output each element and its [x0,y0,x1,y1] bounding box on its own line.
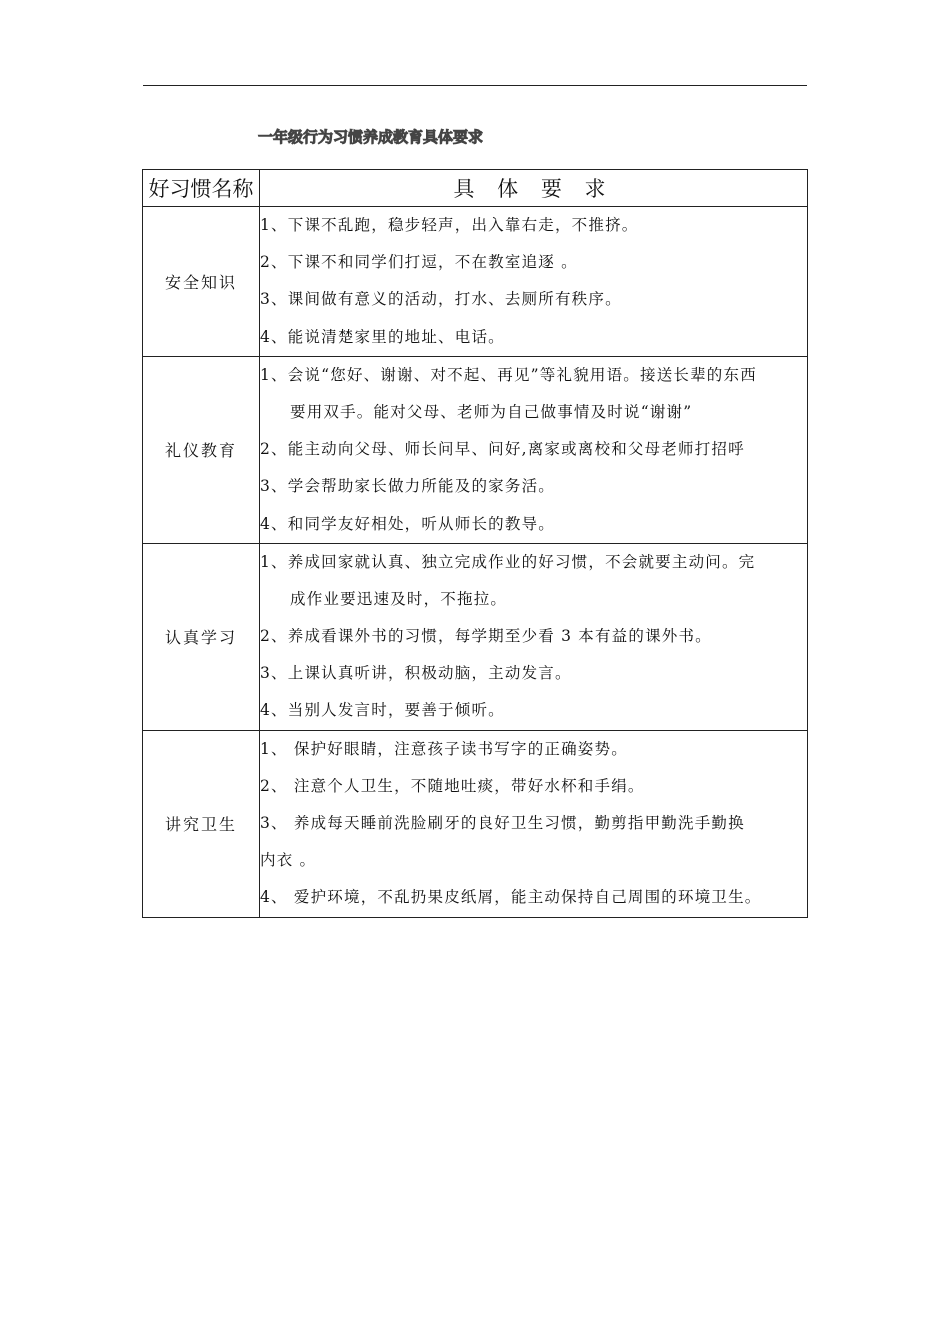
table-row-hygiene [143,730,808,917]
requirement-line-continuation: 成作业要迅速及时，不拖拉。 [290,589,508,608]
requirement-line: 3、课间做有意义的活动，打水、去厕所有秩序。 [260,290,622,309]
header-rule [143,85,807,86]
table-row-study [143,543,808,730]
table-row-safety [143,207,808,357]
requirement-line-continuation: 内衣 。 [260,851,317,870]
category-cell: 礼仪教育 [143,356,260,543]
requirement-line: 2、下课不和同学们打逗，不在教室追逐 。 [260,253,578,272]
requirements-cell [260,356,808,543]
requirement-line: 2、养成看课外书的习惯，每学期至少看 3 本有益的课外书。 [260,627,712,646]
requirements-cell [260,543,808,730]
requirement-line: 1、下课不乱跑，稳步轻声，出入靠右走，不推挤。 [260,216,639,234]
requirement-line: 4、当别人发言时，要善于倾听。 [260,701,505,720]
requirement-line: 3、 养成每天睡前洗脸刷牙的良好卫生习惯，勤剪指甲勤洗手勤换 [260,814,745,832]
requirements-table [142,169,808,918]
requirement-line: 2、 注意个人卫生，不随地吐痰，带好水杯和手绢。 [260,776,645,795]
table-row-etiquette [143,356,808,543]
requirement-line: 3、上课认真听讲，积极动脑，主动发言。 [260,664,572,683]
requirements-cell [260,730,808,917]
requirement-line: 1、 保护好眼睛，注意孩子读书写字的正确姿势。 [260,739,628,758]
category-cell: 认真学习 [143,543,260,730]
document-title: 一年级行为习惯养成教育具体要求 [258,128,484,146]
column-header-habit-name: 好习惯名称 [143,170,260,207]
requirement-line: 1、养成回家就认真、独立完成作业的好习惯，不会就要主动问。完 [260,552,756,571]
requirement-line: 2、能主动向父母、师长问早、问好,离家或离校和父母老师打招呼 [260,440,745,459]
requirements-cell [260,207,808,357]
requirement-line-continuation: 要用双手。能对父母、老师为自己做事情及时说“谢谢” [290,402,693,421]
column-header-requirements: 具 体 要 求 [260,170,808,207]
requirement-line: 3、学会帮助家长做力所能及的家务活。 [260,477,555,496]
requirement-line: 4、和同学友好相处，听从师长的教导。 [260,514,555,533]
requirement-line: 4、能说清楚家里的地址、电话。 [260,327,505,346]
requirement-line: 4、 爱护环境，不乱扔果皮纸屑，能主动保持自己周围的环境卫生。 [260,888,762,907]
category-cell: 安全知识 [143,207,260,357]
requirement-line: 1、会说“您好、谢谢、对不起、再见”等礼貌用语。接送长辈的东西 [260,365,757,384]
table-header-row [143,170,808,207]
category-cell: 讲究卫生 [143,730,260,917]
